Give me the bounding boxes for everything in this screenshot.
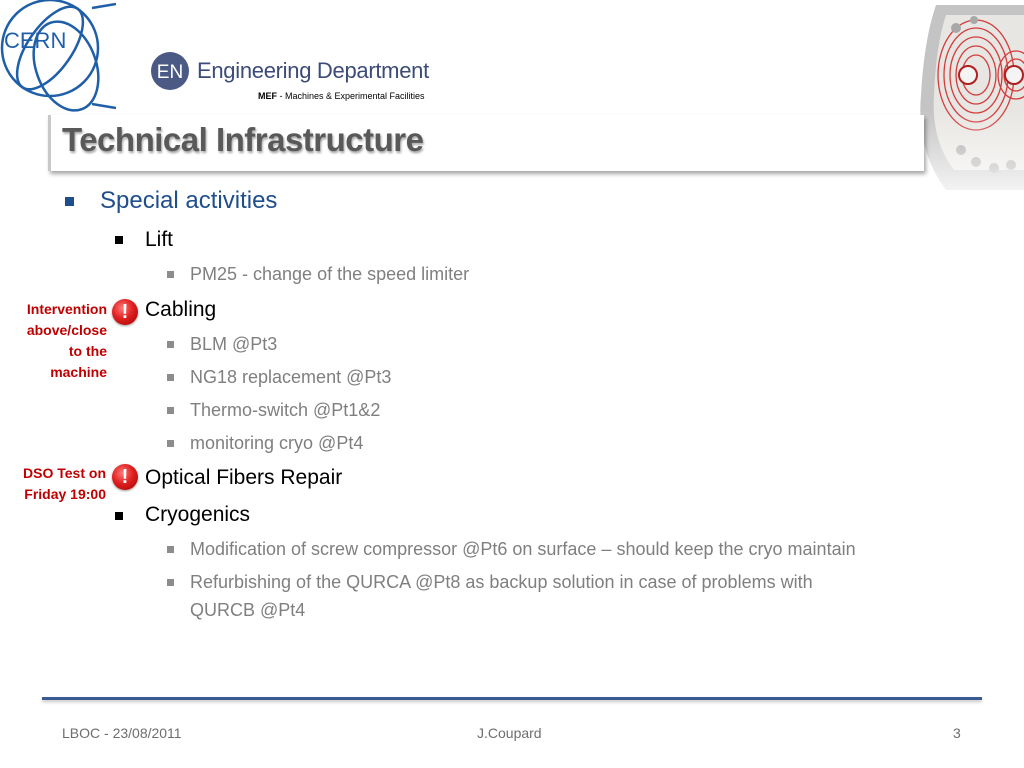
bullet-marker xyxy=(65,197,74,206)
cern-logo xyxy=(0,0,116,114)
bullet-cryo-item: Refurbishing of the QURCA @Pt8 as backup solution in case of problems with xyxy=(190,572,813,592)
bullet-marker xyxy=(167,407,174,414)
note-dso-test xyxy=(6,463,106,505)
bullet-marker xyxy=(115,512,123,520)
bullet-cabling-item: NG18 replacement @Pt3 xyxy=(190,367,392,387)
department-name: Engineering Department xyxy=(197,58,429,83)
bullet-marker xyxy=(167,546,174,553)
bullet-lift: Lift xyxy=(145,228,174,251)
bullet-cabling-item: BLM @Pt3 xyxy=(190,334,278,354)
bullet-marker xyxy=(167,341,174,348)
group-full-name: Machines & Experimental Facilities xyxy=(285,91,425,101)
warning-icon xyxy=(112,299,138,325)
note-line: machine xyxy=(50,364,107,380)
bullet-optical-fibers: Optical Fibers Repair xyxy=(145,466,343,489)
footer-page-number: 3 xyxy=(953,725,961,741)
group-sep: - xyxy=(277,91,285,101)
bullet-cryo-item-continuation: QURCB @Pt4 xyxy=(190,600,306,620)
note-line: Friday 19:00 xyxy=(24,486,106,502)
slide-title: Technical Infrastructure xyxy=(62,121,424,158)
warning-glyph: ! xyxy=(121,301,129,323)
footer-date: LBOC - 23/08/2011 xyxy=(62,725,182,741)
bullet-cabling-item: Thermo-switch @Pt1&2 xyxy=(190,400,381,420)
bullet-lift-item: PM25 - change of the speed limiter xyxy=(190,264,470,284)
bullet-marker xyxy=(167,440,174,447)
note-line: DSO Test on xyxy=(23,465,106,481)
note-line: Intervention xyxy=(26,301,107,317)
bullet-cabling: Cabling xyxy=(145,298,217,321)
note-line: above/close xyxy=(26,322,107,338)
bullet-special-activities: Special activities xyxy=(100,187,278,214)
group-name xyxy=(258,91,425,101)
note-line: to the xyxy=(68,343,107,359)
bullet-cryo-item: Modification of screw compressor @Pt6 on surface – should keep the cryo maintain xyxy=(190,539,856,559)
note-intervention xyxy=(6,299,107,383)
warning-icon xyxy=(112,464,138,490)
group-abbr: MEF xyxy=(258,91,277,101)
cern-logo-text: CERN xyxy=(4,28,67,53)
bullet-marker xyxy=(167,374,174,381)
bullet-cryogenics: Cryogenics xyxy=(145,503,251,526)
en-logo-text: EN xyxy=(156,62,184,83)
en-logo-icon xyxy=(150,51,190,91)
bullet-marker xyxy=(167,271,174,278)
footer-author: J.Coupard xyxy=(477,725,542,741)
footer-divider xyxy=(42,697,982,700)
magnet-cross-section-icon xyxy=(916,0,1024,200)
warning-glyph: ! xyxy=(121,466,129,488)
bullet-cabling-item: monitoring cryo @Pt4 xyxy=(190,433,364,453)
bullet-marker xyxy=(167,579,174,586)
bullet-marker xyxy=(115,236,123,244)
